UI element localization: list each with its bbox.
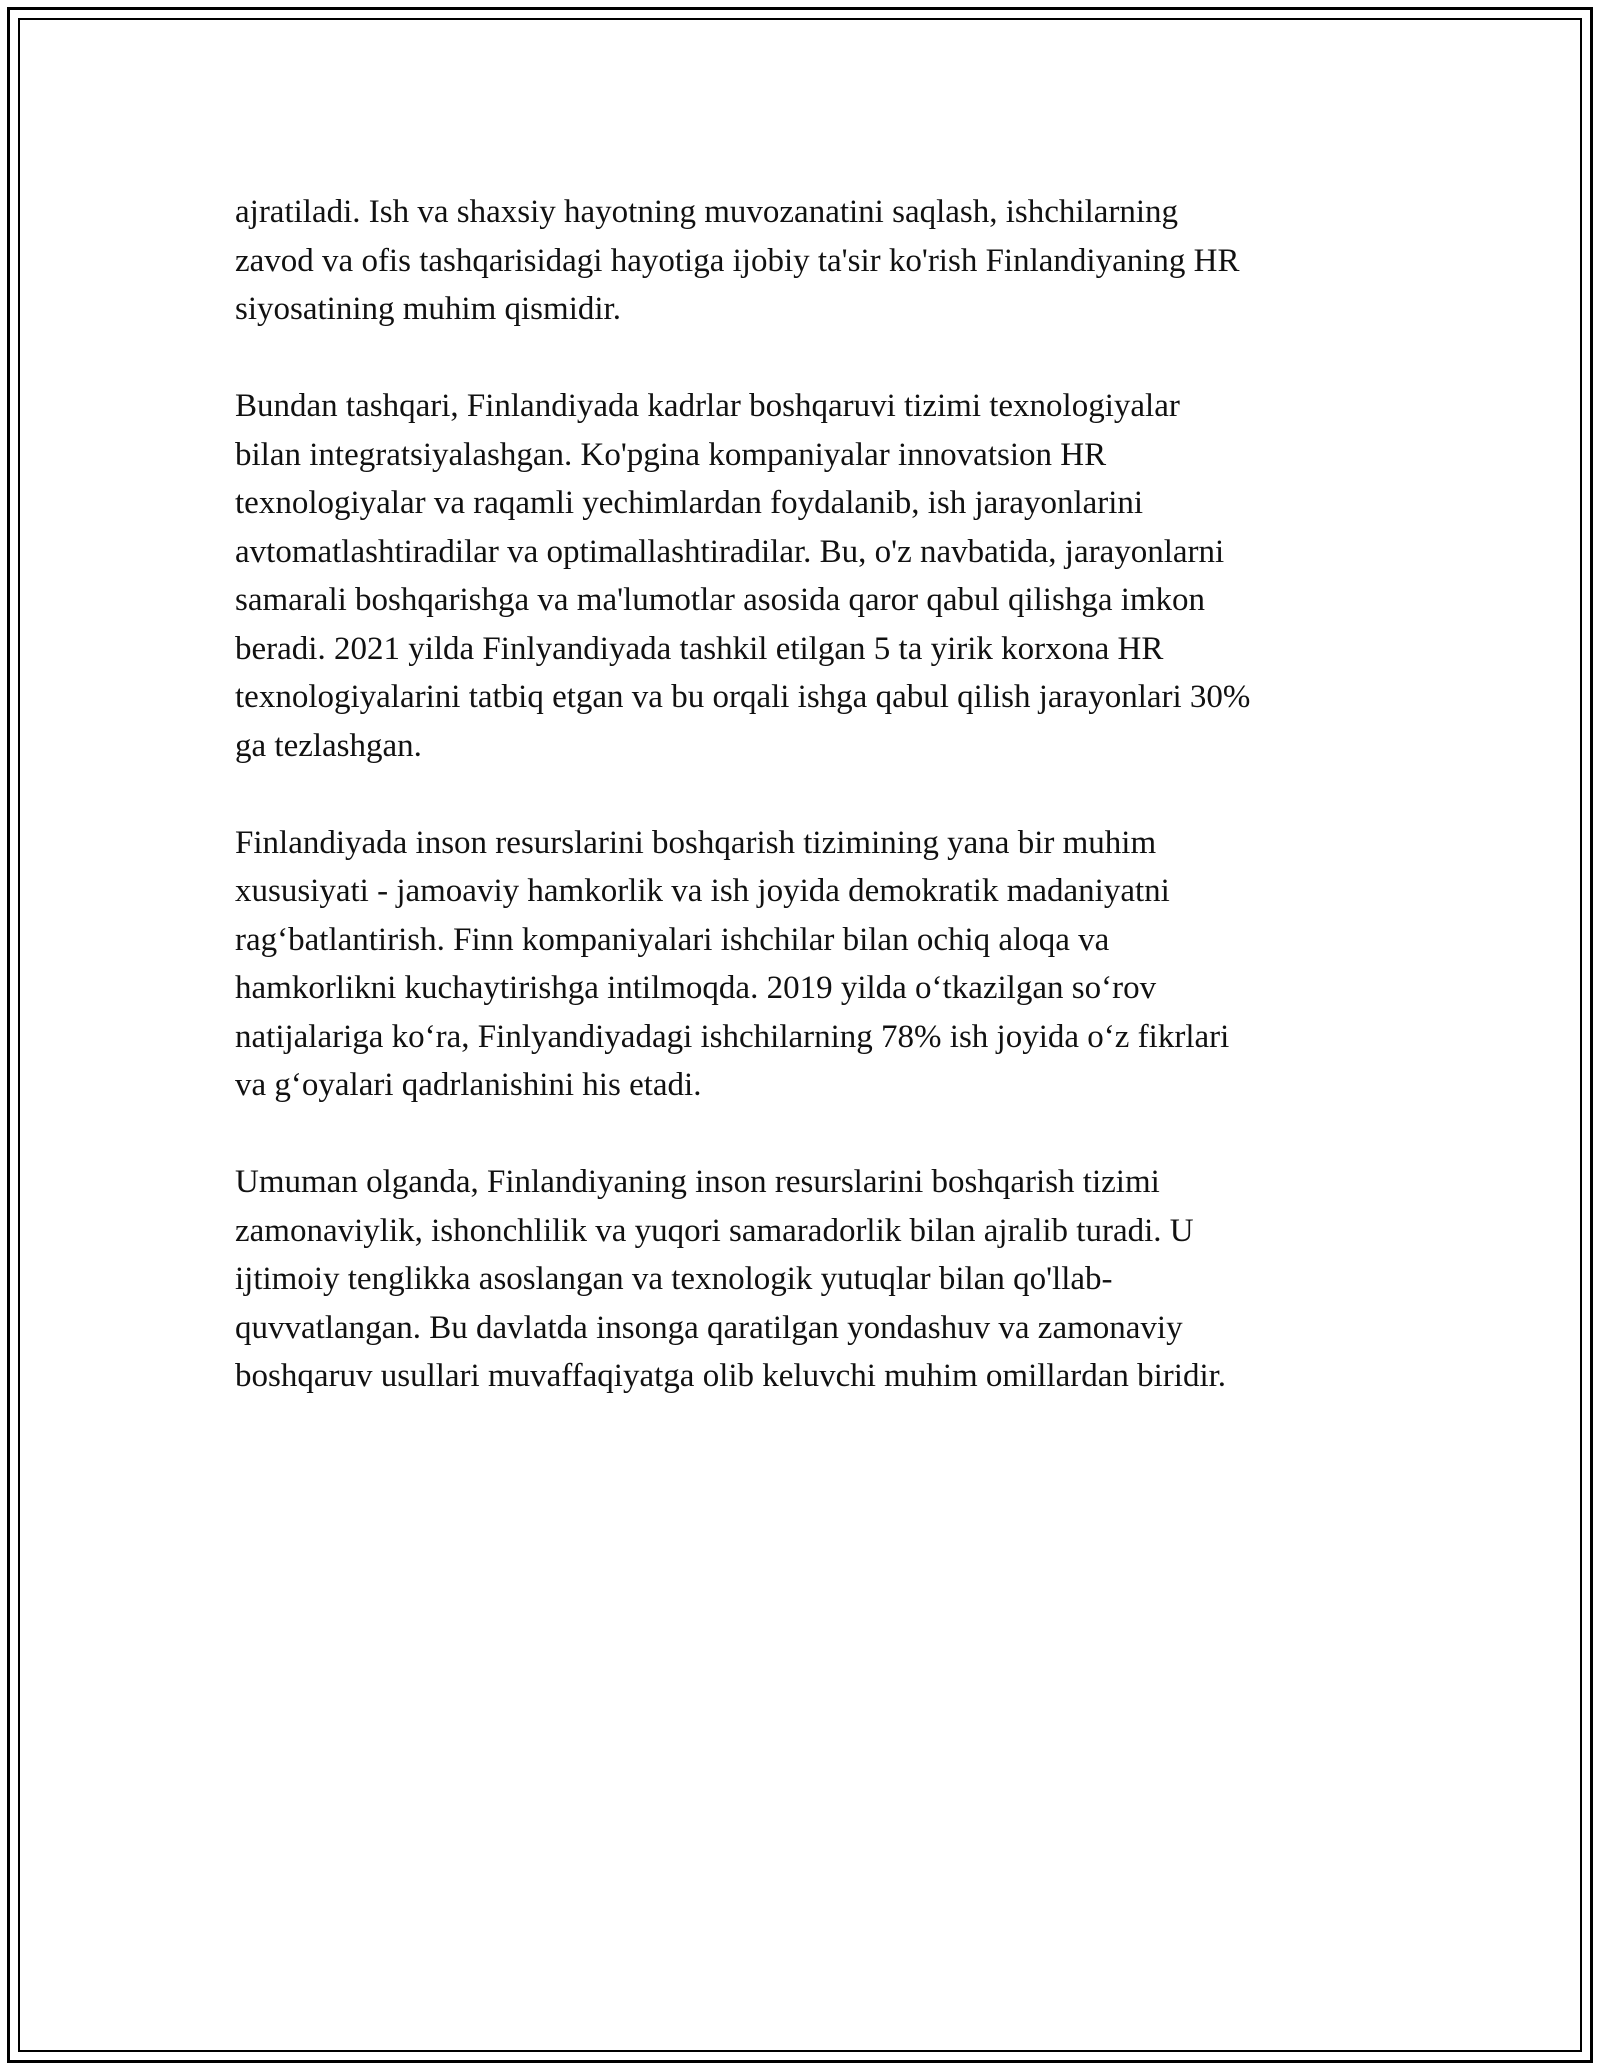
text-line: zavod va ofis tashqarisidagi hayotiga ijobiy ta'sir ko'rish Finlandiyaning HR (235, 242, 1240, 279)
document-body (235, 188, 1375, 1449)
text-line: va g‘oyalari qadrlanishini his etadi. (235, 1067, 702, 1103)
text-line: Bundan tashqari, Finlandiyada kadrlar boshqaruvi tizimi texnologiyalar (235, 388, 1180, 424)
text-line: boshqaruv usullari muvaffaqiyatga olib keluvchi muhim omillardan biridir. (235, 1358, 1227, 1394)
text-line: ijtimoiy tenglikka asoslangan va texnologik yutuqlar bilan qo'llab- (235, 1261, 1113, 1297)
text-line: texnologiyalar va raqamli yechimlardan foydalanib, ish jarayonlarini (235, 485, 1144, 521)
text-line: ajratiladi. Ish va shaxsiy hayotning muvozanatini saqlash, ishchilarning (235, 194, 1179, 230)
text-line: Finlandiyada inson resurslarini boshqarish tizimining yana bir muhim (235, 824, 1157, 861)
text-line: xususiyati - jamoaviy hamkorlik va ish joyida demokratik madaniyatni (235, 873, 1170, 909)
text-line: ga tezlashgan. (235, 727, 422, 764)
text-line: avtomatlashtiradilar va optimallashtiradilar. Bu, o'z navbatida, jarayonlarni (235, 533, 1225, 570)
text-line: natijalariga ko‘ra, Finlyandiyadagi ishchilarning 78% ish joyida o‘z fikrlari (235, 1018, 1230, 1055)
text-line: beradi. 2021 yilda Finlyandiyada tashkil etilgan 5 ta yirik korxona HR (235, 630, 1164, 667)
paragraph-1 (235, 188, 1375, 334)
text-line: Umuman olganda, Finlandiyaning inson resurslarini boshqarish tizimi (235, 1164, 1160, 1200)
text-line: zamonaviylik, ishonchlilik va yuqori samaradorlik bilan ajralib turadi. U (235, 1212, 1194, 1249)
text-line: hamkorlikni kuchaytirishga intilmoqda. 2019 yilda o‘tkazilgan so‘rov (235, 970, 1157, 1006)
text-line: siyosatining muhim qismidir. (235, 291, 621, 327)
text-line: quvvatlangan. Bu davlatda insonga qaratilgan yondashuv va zamonaviy (235, 1309, 1183, 1346)
text-line: rag‘batlantirish. Finn kompaniyalari ishchilar bilan ochiq aloqa va (235, 921, 1110, 958)
paragraph-2 (235, 382, 1375, 770)
text-line: bilan integratsiyalashgan. Ko'pgina kompaniyalar innovatsion HR (235, 436, 1107, 473)
paragraph-3 (235, 819, 1375, 1110)
paragraph-4 (235, 1158, 1375, 1401)
text-line: samarali boshqarishga va ma'lumotlar asosida qaror qabul qilishga imkon (235, 582, 1206, 618)
text-line: texnologiyalarini tatbiq etgan va bu orqali ishga qabul qilish jarayonlari 30% (235, 679, 1251, 715)
